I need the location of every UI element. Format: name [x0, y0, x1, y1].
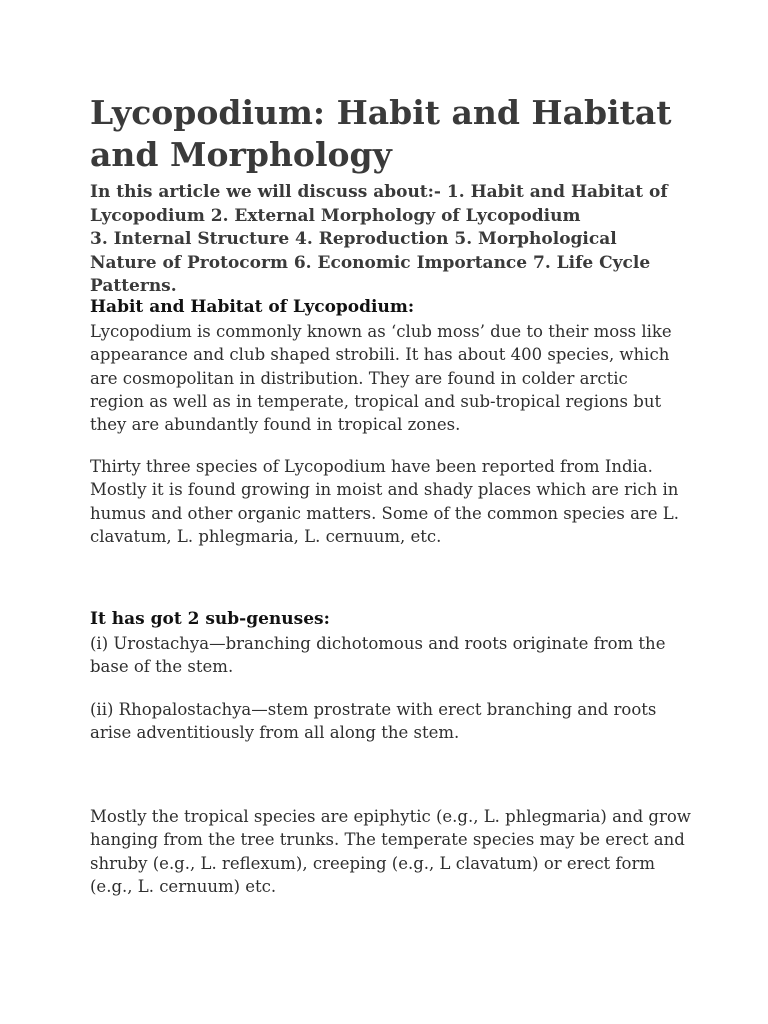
paragraph-line: region as well as in temperate, tropical and sub-tropical regions but	[90, 391, 662, 411]
paragraph-line: they are abundantly found in tropical zones.	[90, 415, 461, 435]
paragraph-line: are cosmopolitan in distribution. They are found in colder arctic	[90, 368, 628, 388]
paragraph-line: Mostly the tropical species are epiphytic (e.g., L. phlegmaria) and grow	[90, 807, 691, 826]
paragraph-line: Mostly it is found growing in moist and shady places which are rich in	[90, 480, 679, 500]
paragraph-line: appearance and club shaped strobili. It has about 400 species, which	[90, 345, 670, 365]
paragraph-line: clavatum, L. phlegmaria, L. cernuum, etc.	[90, 526, 442, 546]
article-title	[90, 92, 730, 176]
article-intro	[90, 181, 690, 299]
paragraph-india-species	[90, 455, 690, 548]
paragraph-habit-habitat	[90, 320, 690, 436]
paragraph-subgenus-urostachya	[90, 632, 690, 679]
paragraph-line: shruby (e.g., L. reflexum), creeping (e.g., L clavatum) or erect form	[90, 853, 656, 873]
intro-line: Patterns.	[90, 276, 177, 296]
paragraph-line: Lycopodium is commonly known as ‘club moss’ due to their moss like	[90, 322, 672, 341]
intro-line: 3. Internal Structure 4. Reproduction 5. Morphological	[90, 229, 617, 249]
section-heading-subgenuses: It has got 2 sub-genuses:	[90, 609, 330, 629]
intro-line: Lycopodium 2. External Morphology of Lycopodium	[90, 205, 581, 226]
paragraph-line: (i) Urostachya—branching dichotomous and roots originate from the	[90, 634, 666, 653]
intro-line: Nature of Protocorm 6. Economic Importance 7. Life Cycle	[90, 252, 651, 273]
paragraph-line: humus and other organic matters. Some of the common species are L.	[90, 503, 680, 523]
title-line: Lycopodium: Habit and Habitat	[90, 93, 672, 132]
paragraph-subgenus-rhopalostachya	[90, 698, 690, 745]
section-heading-habit-habitat: Habit and Habitat of Lycopodium:	[90, 297, 415, 317]
paragraph-tropical-temperate	[90, 805, 690, 898]
paragraph-line: arise adventitiously from all along the stem.	[90, 723, 460, 743]
paragraph-line: (ii) Rhopalostachya—stem prostrate with erect branching and roots	[90, 700, 657, 719]
title-line: and Morphology	[90, 135, 392, 174]
intro-line: In this article we will discuss about:- 1. Habit and Habitat of	[90, 182, 668, 202]
paragraph-line: (e.g., L. cernuum) etc.	[90, 876, 277, 896]
paragraph-line: Thirty three species of Lycopodium have been reported from India.	[90, 457, 653, 476]
paragraph-line: base of the stem.	[90, 657, 234, 677]
paragraph-line: hanging from the tree trunks. The temperate species may be erect and	[90, 830, 685, 850]
